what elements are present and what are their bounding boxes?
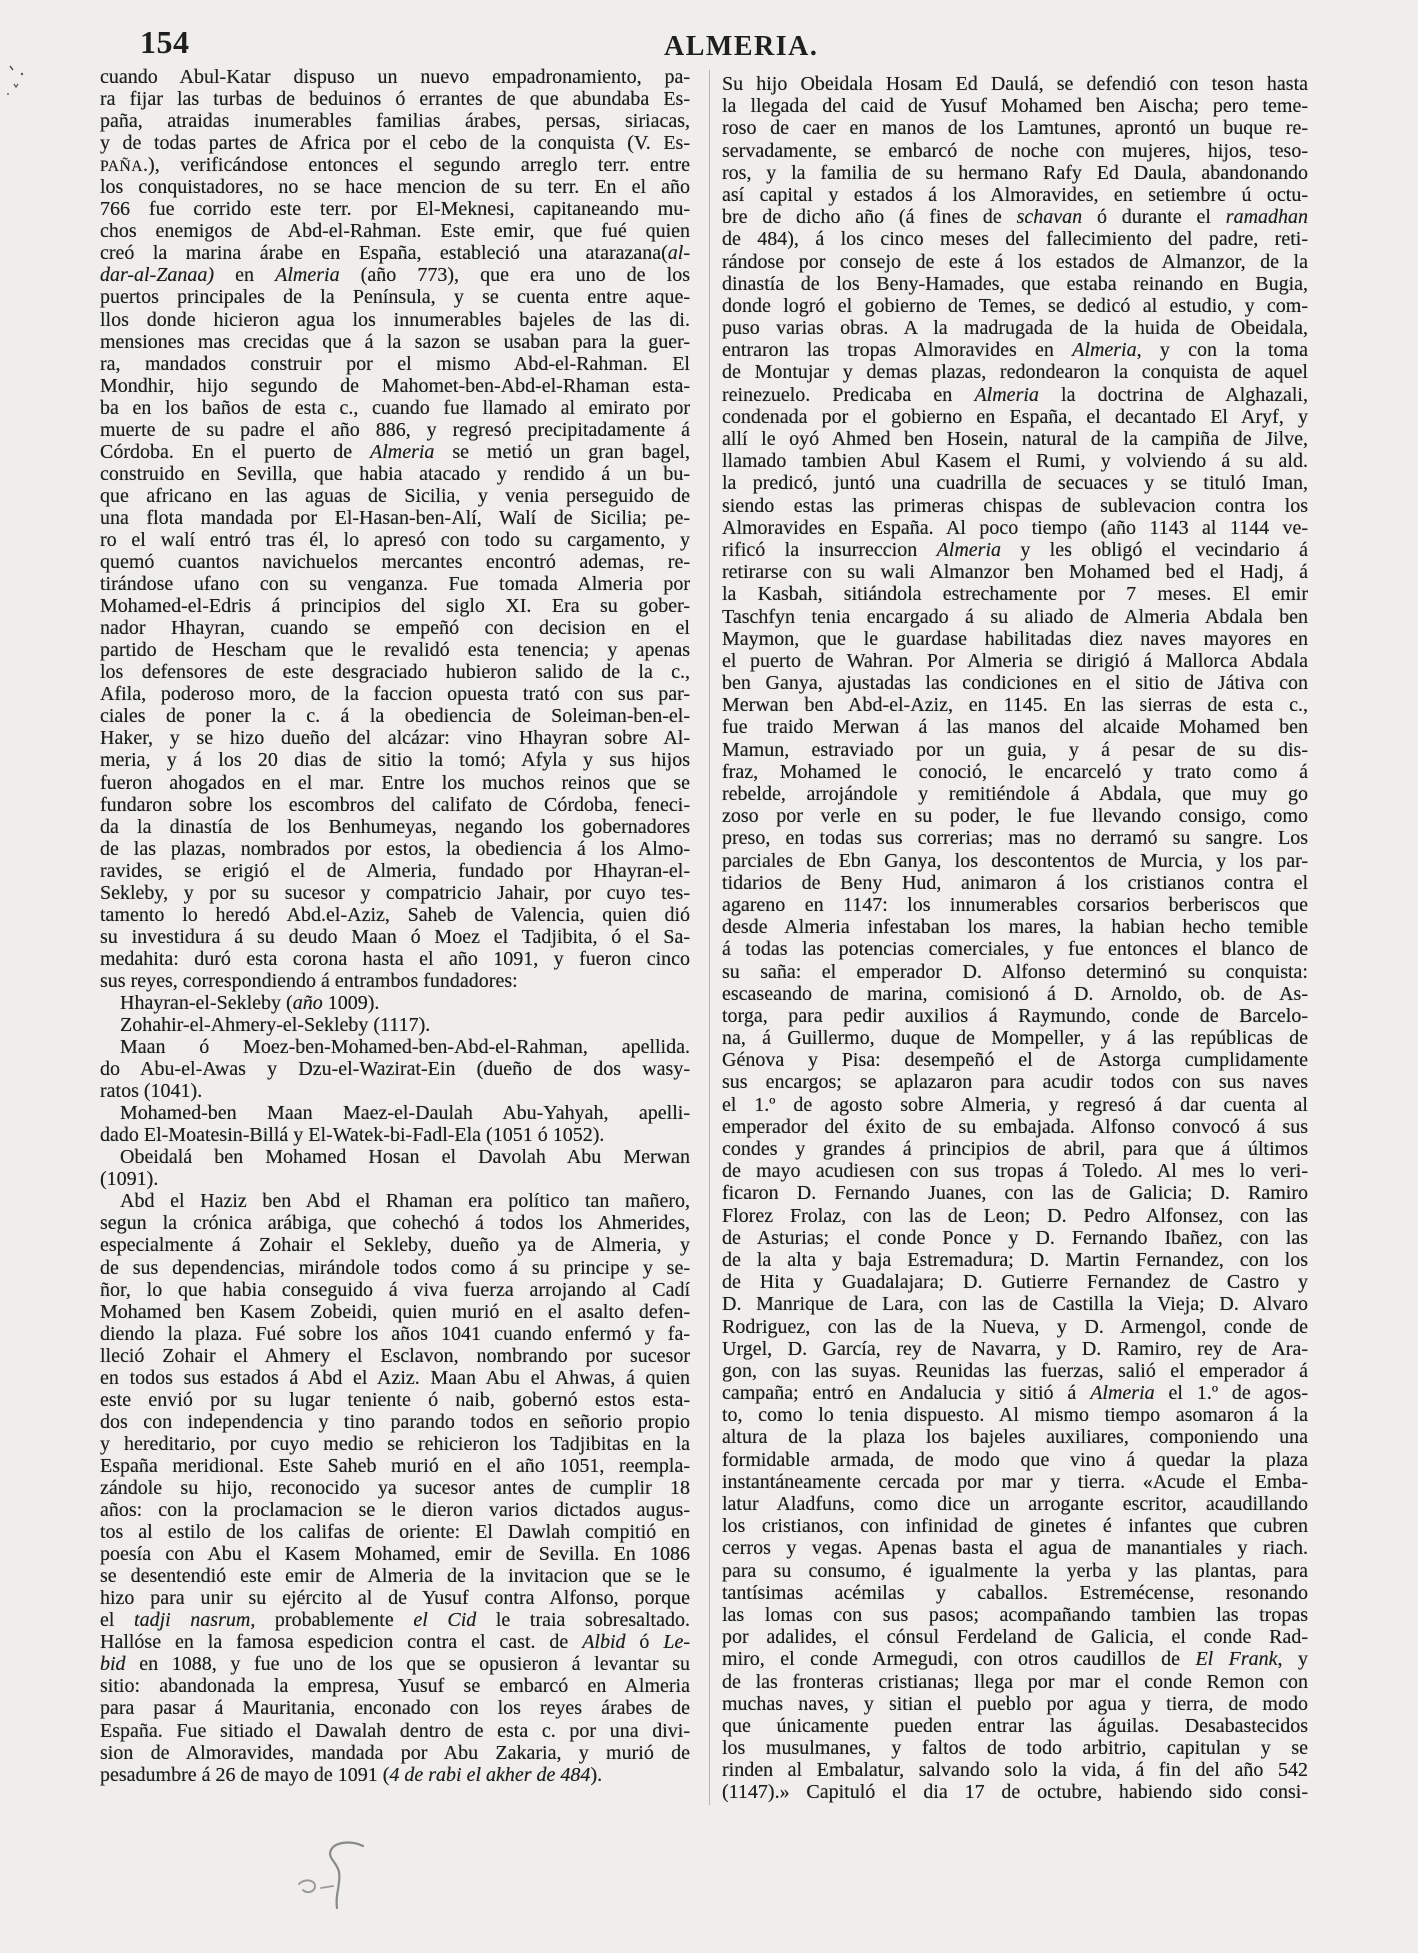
text-line: emperador del éxito de su embajada. Alfonso convocó á sus (722, 1115, 1308, 1138)
text-line: ba en los baños de esta c., cuando fue llamado al emirato por (100, 396, 690, 419)
text-line: España. Fue sitiado el Dawalah dentro de esta c. por una divi- (100, 1719, 690, 1742)
text-line: una flota mandada por El-Hasan-ben-Alí, Walí de Sicilia; pe- (100, 506, 690, 529)
text-line: 766 fue corrido este terr. por El-Meknesi, capitaneando mu- (100, 198, 690, 221)
text-line: Almoravides en España. Al poco tiempo (año 1143 al 1144 ve- (722, 516, 1308, 539)
text-line: Mohamed ben Kasem Zobeidi, quien murió en el asalto defen- (100, 1300, 690, 1323)
text-line (100, 1764, 690, 1786)
text-line: Maan ó Moez-ben-Mohamed-ben-Abd-el-Rahman, apellida. (120, 1036, 690, 1059)
text-line: ros, y la familia de su hermano Rafy Ed Daula, abandonando (722, 161, 1308, 184)
text-run: 1009). (322, 991, 380, 1014)
text-line: años: con la proclamacion se le dieron varios dictados augus- (100, 1499, 690, 1522)
italic-text: Almeria (1090, 1382, 1155, 1405)
text-line (100, 441, 690, 463)
text-line: do Abu-el-Awas y Dzu-el-Wazirat-Ein (dueño de dos wasy- (100, 1058, 690, 1081)
text-line: chos enemigos de Abd-el-Rahman. Este emir, que fué quien (100, 220, 690, 243)
text-run: creó la marina árabe en España, estableció una atarazana( (100, 242, 668, 265)
text-line: escaseando de marina, comisionó á D. Arnoldo, ob. de As- (722, 982, 1308, 1005)
text-line: y de todas partes de Africa por el cebo de la conquista (V. Es- (100, 132, 690, 155)
text-line: la predicó, juntó una cuadrilla de secuaces y se tituló Iman, (722, 472, 1308, 495)
text-line: fraz, Mohamed le conoció, le encarceló y trato como á (722, 760, 1308, 783)
text-line: de sus dependencias, mirándole todos como á su principe y se- (100, 1256, 690, 1279)
text-line: Haker, y se hizo dueño del alcázar: vino Hhayran sobre Al- (100, 727, 690, 750)
italic-text: Almeria (936, 538, 1002, 561)
text-line: Mohamed-ben Maan Maez-el-Daulah Abu-Yahyah, apelli- (120, 1102, 690, 1125)
text-line: desde Almeria infestaban los mares, la habian hecho temible (722, 916, 1308, 939)
text-run: en (214, 264, 276, 287)
text-line: rándose por consejo de este á los estados de Almanzor, de la (722, 250, 1308, 273)
text-line: de las plazas, nombrados por estos, la obediencia á los Almo- (100, 837, 690, 860)
text-run: campaña; entró en Andalucia y sitió á (722, 1382, 1091, 1405)
text-line: muerte de su padre el año 886, y regresó precipitadamente á (100, 418, 690, 441)
text-line: que únicamente pueden entrar las águilas. Desabastecidos (722, 1714, 1308, 1737)
text-line: este envió por su lugar teniente ó naib, gobernó estos esta- (100, 1388, 690, 1411)
text-line: servadamente, se embarcó de noche con mujeres, hijos, teso- (722, 139, 1308, 162)
handwritten-mark (285, 1832, 395, 1922)
text-line: nador Hhayran, cuando se empeñó con decision en el (100, 617, 690, 640)
text-run: ó (625, 1631, 664, 1654)
text-line (100, 992, 690, 1014)
text-line: dado El-Moatesin-Billá y El-Watek-bi-Fadl-Ela (1051 ó 1052). (100, 1124, 605, 1147)
text-run: y les obligó el vecindario á (1001, 538, 1308, 561)
text-run: (año 773), que era uno de los (339, 264, 690, 287)
text-line: Afila, poderoso moro, de la faccion opuesta trató con sus par- (100, 683, 690, 706)
text-line: la Kasbah, sitiándola estrechamente por 7 meses. El emir (722, 583, 1308, 606)
text-line: tantísimas acémilas y caballos. Estremécense, resonando (722, 1581, 1308, 1604)
text-line: el puerto de Wahran. Por Almeria se dirigió á Mallorca Abdala (722, 649, 1308, 672)
text-run: el (100, 1609, 135, 1632)
paragraph (722, 73, 1308, 1804)
text-line: puertos principales de la Península, y se cuenta entre aque- (100, 286, 690, 309)
text-line: ratos (1041). (100, 1080, 203, 1103)
text-line: medahita: duró esta corona hasta el año 1091, y fueron cinco (100, 947, 690, 970)
text-line: preso, en todas sus correrias; mas no derramó su sangre. Los (722, 827, 1308, 850)
text-line: de Asturias; el conde Ponce y D. Fernando Ibañez, con las (722, 1226, 1308, 1249)
text-line: tos al estilo de los califas de oriente: El Dawlah compitió en (100, 1521, 690, 1544)
text-line: el 1.º de agosto sobre Almeria, y regresó á dar cuenta al (722, 1093, 1308, 1116)
text-line (100, 264, 690, 286)
text-line: Urgel, D. García, rey de Navarra, y D. Ramiro, rey de Ara- (722, 1337, 1308, 1360)
text-line: ravides, se erigió el de Almeria, fundado por Hhayran-el- (100, 859, 690, 882)
text-line: de 484), á los cinco meses del fallecimiento del padre, reti- (722, 228, 1308, 251)
text-line: Abd el Haziz ben Abd el Rhaman era político tan mañero, (120, 1190, 690, 1213)
text-run: rificó la insurreccion (722, 538, 937, 561)
italic-text: Almeria (1072, 339, 1137, 362)
text-line: fue traido Merwan á las manos del alcaide Mohamed ben (722, 716, 1308, 739)
text-line (100, 1609, 690, 1631)
italic-text: año (292, 991, 323, 1014)
text-line: hizo para unir su ejército al de Yusuf contra Alfonso, porque (100, 1587, 690, 1610)
text-line: allí le oyó Ahmed ben Hosein, natural de la campiña de Jilve, (722, 428, 1308, 450)
italic-text: al- (667, 242, 690, 265)
text-line: da la dinastía de los Benhumeyas, negando los gobernadores (100, 815, 690, 838)
text-line: tirándose ufano con su venganza. Fue tomada Almeria por (100, 573, 690, 596)
text-line: ñor, lo que habia conseguido á viva fuerza arrojando al Cadí (100, 1278, 690, 1301)
text-line: de la alta y baja Estremadura; D. Martin Fernandez, con los (722, 1248, 1308, 1271)
paragraph (100, 1036, 690, 1102)
text-line: partido de Hescham que le revalidó esta tenencia; y apenas (100, 639, 690, 662)
text-line: D. Manrique de Lara, con las de Castilla la Vieja; D. Alvaro (722, 1293, 1308, 1316)
text-run: entraron las tropas Almoravides en (722, 339, 1073, 362)
text-line: sus reyes, correspondiendo á entrambos fundadores: (100, 969, 518, 992)
text-line: especialmente á Zohair el Sekleby, dueño ya de Almeria, y (100, 1234, 690, 1257)
text-line: su investidura á su deudo Maan ó Moez el Tadjibita, ó el Sa- (100, 925, 690, 948)
text-line: llamado tambien Abul Kasem el Rumi, y volviendo á su ald. (722, 450, 1308, 473)
text-line: Taschfyn tenia encargado á su aliado de Almeria Abdala ben (722, 605, 1308, 628)
text-line: cerros y vegas. Apenas basta el agua de manantiales y riach. (722, 1537, 1308, 1560)
text-run: la doctrina de Alghazali, (1038, 383, 1308, 406)
text-line: por adalides, el cónsul Ferdeland de Galicia, el conde Rad- (722, 1626, 1308, 1649)
text-line: los conquistadores, no se hace mencion de su terr. En el año (100, 176, 690, 199)
text-line: mensiones mas crecidas que á la sazon se usaban para la guer- (100, 330, 690, 353)
page-number: 154 (140, 24, 190, 60)
text-line: tamento lo heredó Abd.el-Aziz, Saheb de Valencia, quien dió (100, 903, 690, 926)
text-line: en todos sus estados á Abd el Aziz. Maan Abu el Ahwas, á quien (100, 1366, 690, 1389)
text-line: sus encargos; se aplazaron para acudir todos con sus naves (722, 1071, 1308, 1094)
small-caps-text: PAÑA (100, 158, 144, 176)
text-line: lleció Zohair el Ahmery el Esclavon, nombrando por sucesor (100, 1344, 690, 1367)
text-line: ficaron D. Fernando Juanes, con las de Galicia; D. Ramiro (722, 1182, 1308, 1205)
text-line: que africano en las aguas de Sicilia, y venia perseguido de (100, 484, 690, 507)
text-run: se metió un gran bagel, (434, 440, 690, 463)
text-line: paña, atraidas inumerables familias árabes, persas, siriacas, (100, 110, 690, 133)
text-line (722, 339, 1308, 361)
italic-text: dar-al-Zanaa) (100, 264, 215, 287)
text-line: condenada por el gobierno en España, el decantado El Aryf, y (722, 405, 1308, 428)
text-line: muchas naves, y sitian el pueblo por agua y tierra, de modo (722, 1692, 1308, 1715)
text-line: de las fronteras cristianas; llega por mar el conde Remon con (722, 1670, 1308, 1693)
text-run: Córdoba. En el puerto de (100, 440, 370, 463)
text-line: á todas las potencias comerciales, y fue entonces el blanco de (722, 938, 1308, 961)
left-column (100, 66, 690, 1811)
text-line: los cristianos, con infinidad de ginetes é infantes que cubren (722, 1515, 1308, 1538)
text-line: Sekleby, y por su sucesor y compatricio Jahair, por cuyo tes- (100, 881, 690, 904)
text-line: roso de caer en manos de los Lamtunes, aprontó un buque re- (722, 117, 1308, 140)
text-line: dinastía de los Beny-Hamades, que estaba reinando en Bugia, (722, 272, 1308, 295)
text-line: sitio: abandonada la empresa, Yusuf se embarcó en Almeria (100, 1675, 690, 1698)
text-line (722, 206, 1308, 228)
text-line: fundaron sobre los escombros del califato de Córdoba, feneci- (100, 793, 690, 816)
text-run: , y con la toma (1136, 339, 1308, 362)
text-line: para pasar á Mauritania, enconado con los reyes árabes de (100, 1697, 690, 1720)
text-line: diendo la plaza. Fué sobre los años 1041 cuando enfermó y fa- (100, 1322, 690, 1345)
text-line: ra fijar las turbas de beduinos ó errantes de que abundaba Es- (100, 88, 690, 111)
text-line (722, 384, 1308, 406)
italic-text: bid (100, 1653, 126, 1676)
text-run: , probablemente (250, 1609, 414, 1632)
text-line: Maymon, que le guardase habilitadas diez naves mayores en (722, 627, 1308, 650)
paragraph (100, 1102, 690, 1146)
right-column (722, 73, 1308, 1818)
text-line: fueron ahogados en el mar. Entre los muchos reinos que se (100, 771, 690, 794)
text-line: Rodriguez, con las de la Nueva, y D. Armengol, conde de (722, 1315, 1308, 1338)
text-line: segun la crónica arábiga, que cohechó á todos los Ahmerides, (100, 1212, 690, 1235)
text-line: de mayo acudiesen con sus tropas á Toledo. Al mes lo veri- (722, 1160, 1308, 1183)
italic-text: Almeria (974, 383, 1039, 406)
text-line (100, 242, 690, 264)
text-line: llos donde hicieron agua los innumerables bajeles de las di. (100, 308, 690, 331)
text-run: .), verificándose entonces el segundo arreglo terr. entre (143, 154, 690, 177)
text-line: Mamun, estraviado por un guia, y á pesar de su dis- (722, 738, 1308, 761)
text-run: bre de dicho año (á fines de (722, 206, 1017, 229)
text-line: así capital y estados á los Almoravides, en setiembre ú octu- (722, 183, 1308, 206)
text-line: quemó cuantos navichuelos mercantes encontró ademas, re- (100, 551, 690, 574)
text-line: su saña: el emperador D. Alfonso determinó su conquista: (722, 960, 1308, 983)
italic-text: schavan (1016, 206, 1083, 229)
text-line: to, como lo tenia dispuesto. Al mismo tiempo asomaron á la (722, 1404, 1308, 1427)
text-line: construido en Sevilla, que habia atacado y rendido á un bu- (100, 462, 690, 485)
text-run: ó durante el (1082, 206, 1226, 229)
text-line (722, 1648, 1308, 1670)
italic-text: ramadhan (1225, 206, 1308, 229)
text-line: Mondhir, hijo segundo de Mahomet-ben-Abd-el-Rhaman esta- (100, 374, 690, 397)
text-line: para su consumo, é igualmente la yerba y las plantas, para (722, 1559, 1308, 1582)
text-run: Hallóse en la famosa espedicion contra el cast. de (100, 1631, 583, 1654)
italic-text: Almeria (370, 440, 435, 463)
paragraph (100, 1014, 690, 1036)
text-line: las lomas con sus pasos; acompañando tambien las tropas (722, 1603, 1308, 1626)
text-line: Génova y Pisa: desempeñó el de Astorga cumplidamente (722, 1049, 1308, 1072)
column-divider (709, 70, 710, 1805)
italic-text: el Cid (413, 1609, 477, 1632)
text-line: meria, y á los 20 dias de sitio la tomó; Afyla y sus hijos (100, 749, 690, 772)
text-line: rebelde, arrojándole y remitiéndole á Abdala, que muy go (722, 783, 1308, 805)
text-line: instantáneamente cercada por mar y tierra. «Acude el Emba- (722, 1470, 1308, 1493)
text-run: miro, el conde Armegudi, con otros caudillos de (722, 1648, 1196, 1671)
text-line: de Hita y Guadalajara; D. Gutierre Fernandez de Castro y (722, 1271, 1308, 1294)
text-line: y hereditario, por cuyo medio se rehicieron los Tadjibitas en la (100, 1432, 690, 1455)
text-line: ciales de poner la c. á la obediencia de Soleiman-ben-el- (100, 705, 690, 728)
text-line: agareno en 1147: los innumerables corsarios berberiscos que (722, 893, 1308, 916)
text-line: Mohamed-el-Edris á principios del siglo XI. Era su gober- (100, 595, 690, 618)
text-run: pesadumbre á 26 de mayo de 1091 ( (100, 1763, 390, 1786)
paragraph (100, 1190, 690, 1785)
text-line: Su hijo Obeidala Hosam Ed Daulá, se defendió con teson hasta (722, 73, 1308, 95)
text-line: los musulmanes, y faltos de todo arbitrio, capitulan y se (722, 1737, 1308, 1760)
text-line: los defensores de este desgraciado hubieron salido de la c., (100, 661, 690, 684)
text-line: tidarios de Beny Hud, animaron á los cristianos contra el (722, 871, 1308, 894)
text-line: zoso por verle en su poder, le fue llevando consigo, como (722, 805, 1308, 828)
text-line (100, 1653, 690, 1675)
text-line: (1091). (100, 1168, 159, 1191)
text-line: gon, con las suyas. Reunidas las fuerzas, salió el emperador á (722, 1359, 1308, 1382)
text-line: condes y grandes á principios de abril, para que á últimos (722, 1138, 1308, 1160)
text-line: altura de la plaza los bajeles auxiliares, componiendo una (722, 1426, 1308, 1449)
text-line: ra, mandados construir por el mismo Abd-el-Rahman. El (100, 352, 690, 375)
text-line: Florez Frolaz, con las de Leon; D. Pedro Alfonsez, con las (722, 1204, 1308, 1227)
text-run: reinezuelo. Predicaba en (722, 383, 975, 406)
text-line: sion de Almoravides, mandada por Abu Zakaria, y murió de (100, 1741, 690, 1764)
text-line: ben Ganya, ajustadas las condiciones en el sitio de Játiva con (722, 672, 1308, 695)
text-line: la llegada del caid de Yusuf Mohamed ben Aischa; pero teme- (722, 95, 1308, 118)
text-line: Zohahir-el-Ahmery-el-Sekleby (1117). (120, 1014, 431, 1037)
text-line (100, 1631, 690, 1653)
text-line: España meridional. Este Saheb murió en el año 1051, reempla- (100, 1454, 690, 1477)
text-run: , y (1277, 1648, 1308, 1671)
text-line: cuando Abul-Katar dispuso un nuevo empadronamiento, pa- (100, 66, 690, 88)
text-line: siendo estas las primeras chispas de sublevacion contra los (722, 494, 1308, 517)
margin-marks (0, 60, 40, 120)
text-line: torga, para pedir auxilios á Raymundo, conde de Barcelo- (722, 1004, 1308, 1027)
text-line: puso varias obras. A la madrugada de la huida de Obeidala, (722, 317, 1308, 340)
text-line: latur Aladfuns, como dice un arrogante escritor, acaudillando (722, 1493, 1308, 1515)
text-line: parciales de Ebn Ganya, los descontentos de Murcia, y los par- (722, 849, 1308, 872)
text-line (722, 1382, 1308, 1404)
text-line: retirarse con su wali Almanzor ben Mohamed bed el Hadj, á (722, 561, 1308, 584)
text-line (100, 154, 690, 176)
text-line: se desentendió este emir de Almeria de la invitacion que se le (100, 1565, 690, 1588)
paragraph (100, 1146, 690, 1190)
italic-text: Albid (582, 1631, 626, 1654)
text-line: de Montujar y demas plazas, redondearon la conquista de aquel (722, 361, 1308, 384)
text-run: el 1.º de agos- (1154, 1382, 1308, 1405)
text-run: le traia sobresaltado. (476, 1609, 690, 1632)
text-line: donde logró el gobierno de Temes, se dedicó al estudio, y com- (722, 294, 1308, 317)
text-run: en 1088, y fue uno de los que se opusieron á levantar su (125, 1653, 690, 1676)
italic-text: El Frank (1195, 1648, 1278, 1671)
paragraph (100, 992, 690, 1014)
italic-text: tadji nasrum (134, 1609, 251, 1632)
page-title: ALMERIA. (664, 31, 819, 62)
italic-text: Le- (663, 1631, 690, 1654)
text-run: ). (590, 1763, 603, 1786)
text-line: zándole su hijo, reconocido ya sucesor antes de cumplir 18 (100, 1477, 690, 1499)
text-line: formidable armada, de modo que vino á quedar la plaza (722, 1448, 1308, 1471)
text-line: Obeidalá ben Mohamed Hosan el Davolah Abu Merwan (120, 1146, 690, 1169)
text-line: na, á Guillermo, duque de Mompeller, y á las repúblicas de (722, 1027, 1308, 1050)
text-line: ro el walí entró tras él, lo apresó con todo su cargamento, y (100, 528, 690, 551)
text-line: rinden al Embalatur, salvando solo la vida, á fin del año 542 (722, 1759, 1308, 1782)
text-line: dos con independencia y tino parando todos en señorio propio (100, 1410, 690, 1433)
text-line: (1147).» Capituló el dia 17 de octubre, habiendo sido consi- (722, 1781, 1308, 1804)
italic-text: Almeria (275, 264, 340, 287)
paragraph (100, 66, 690, 992)
text-line (722, 539, 1308, 561)
text-run: Hhayran-el-Sekleby ( (120, 991, 293, 1014)
text-line: poesía con Abu el Kasem Mohamed, emir de Sevilla. En 1086 (100, 1543, 690, 1566)
italic-text: 4 de rabi el akher de 484 (389, 1763, 591, 1786)
text-line: Merwan ben Abd-el-Aziz, en 1145. En las sierras de esta c., (722, 694, 1308, 717)
